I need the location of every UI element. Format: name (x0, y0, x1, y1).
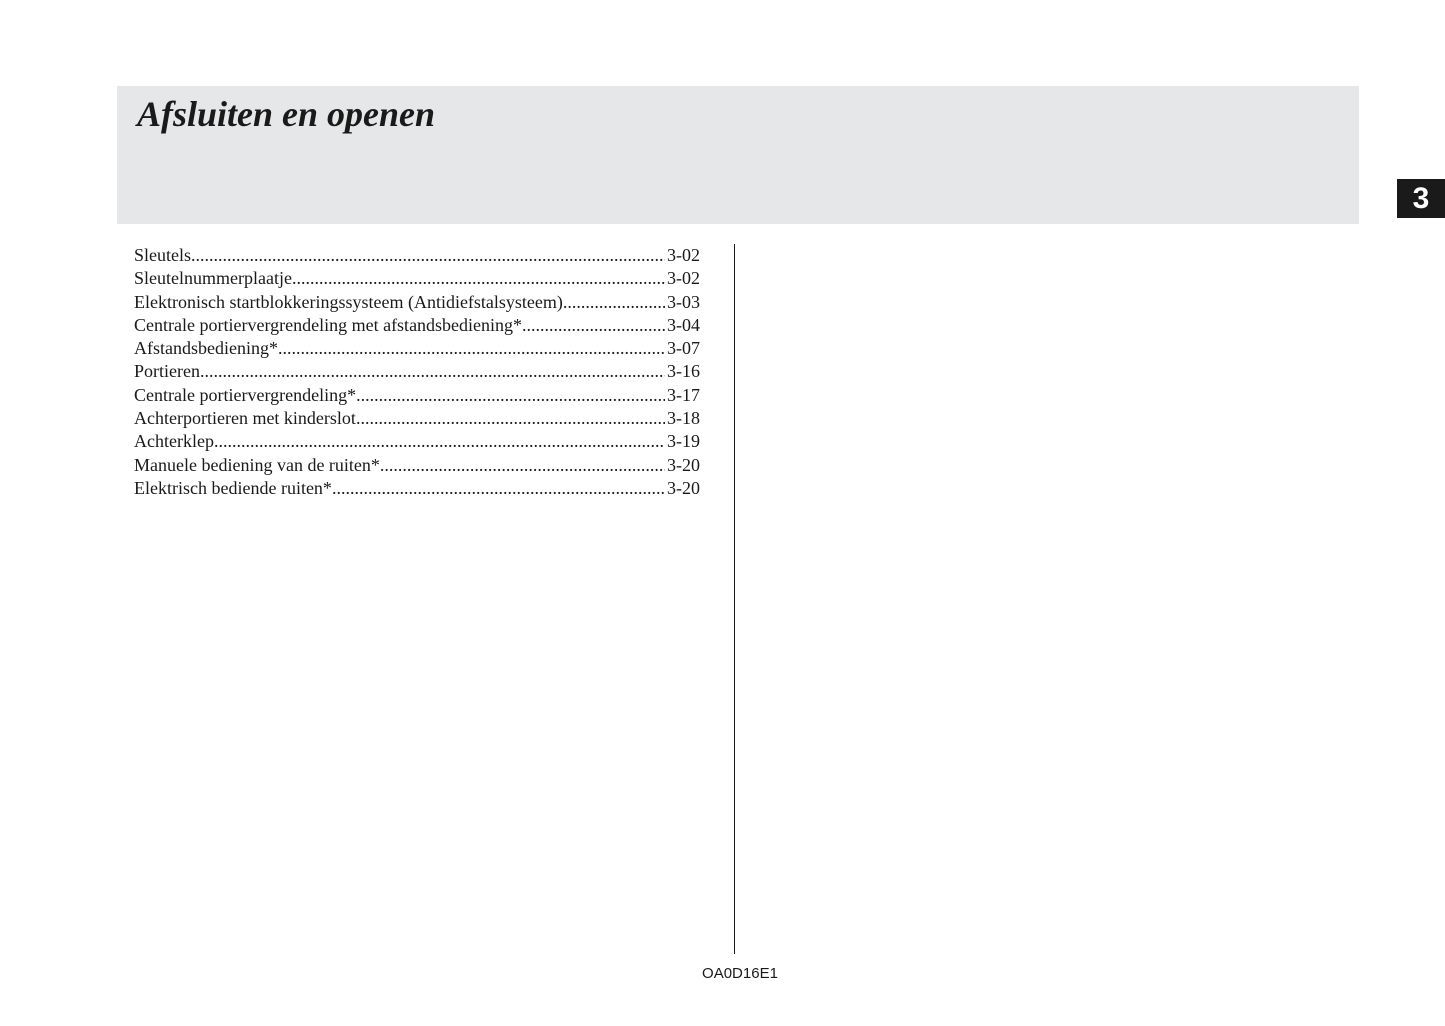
toc-entry-label: Achterportieren met kinderslot (134, 408, 356, 429)
toc-entry[interactable] (134, 384, 700, 407)
toc-entry-page: 3-20 (667, 454, 700, 475)
toc-dot-leader (356, 384, 665, 407)
toc-entry[interactable] (134, 477, 700, 500)
toc-entry-page: 3-07 (667, 338, 700, 359)
toc-entry-page: 3-02 (667, 245, 700, 265)
toc-entry[interactable] (134, 430, 700, 453)
toc-dot-leader (380, 454, 665, 477)
toc-entry-page: 3-17 (667, 384, 700, 405)
toc-entry-label: Centrale portiervergrendeling met afstandsbediening* (134, 314, 523, 335)
toc-dot-leader (191, 244, 665, 267)
toc-dot-leader (292, 267, 665, 290)
document-code: OA0D16E1 (702, 965, 778, 982)
toc-entry-label: Manuele bediening van de ruiten* (134, 454, 380, 475)
column-divider (734, 244, 735, 954)
toc-dot-leader (332, 477, 665, 500)
toc-entry-page: 3-02 (667, 268, 700, 289)
toc-entry[interactable] (134, 337, 700, 360)
toc-dot-leader (278, 337, 665, 360)
toc-entry-label: Sleutelnummerplaatje (134, 268, 292, 289)
toc-entry[interactable] (134, 407, 700, 430)
toc-entry[interactable] (134, 267, 700, 290)
toc-dot-leader (200, 360, 665, 383)
toc-dot-leader (522, 314, 665, 337)
toc-entry[interactable] (134, 360, 700, 383)
toc-entry[interactable] (134, 454, 700, 477)
toc-entry-page: 3-19 (667, 431, 700, 452)
toc-entry-label: Portieren (134, 361, 200, 382)
toc-entry-label: Sleutels (134, 245, 191, 265)
toc-entry[interactable] (134, 244, 700, 267)
toc-dot-leader (563, 291, 665, 314)
toc-entry-label: Afstandsbediening* (134, 338, 278, 359)
toc-entry-label: Elektrisch bediende ruiten* (134, 477, 332, 498)
toc-entry[interactable] (134, 291, 700, 314)
toc-entry-label: Achterklep (134, 431, 214, 452)
chapter-header (117, 86, 1359, 224)
toc-entry-page: 3-20 (667, 477, 700, 498)
toc-entry-page: 3-16 (667, 361, 700, 382)
toc-entry[interactable] (134, 314, 700, 337)
toc-entry-label: Elektronisch startblokkeringssysteem (Antidiefstalsysteem) (134, 291, 563, 312)
chapter-title: Afsluiten en openen (137, 94, 436, 134)
table-of-contents (134, 244, 700, 500)
toc-dot-leader (356, 407, 665, 430)
toc-entry-page: 3-04 (667, 314, 700, 335)
toc-entry-label: Centrale portiervergrendeling* (134, 384, 357, 405)
chapter-tab: 3 (1397, 179, 1445, 218)
toc-dot-leader (214, 430, 665, 453)
toc-entry-page: 3-18 (667, 408, 700, 429)
toc-entry-page: 3-03 (667, 291, 700, 312)
